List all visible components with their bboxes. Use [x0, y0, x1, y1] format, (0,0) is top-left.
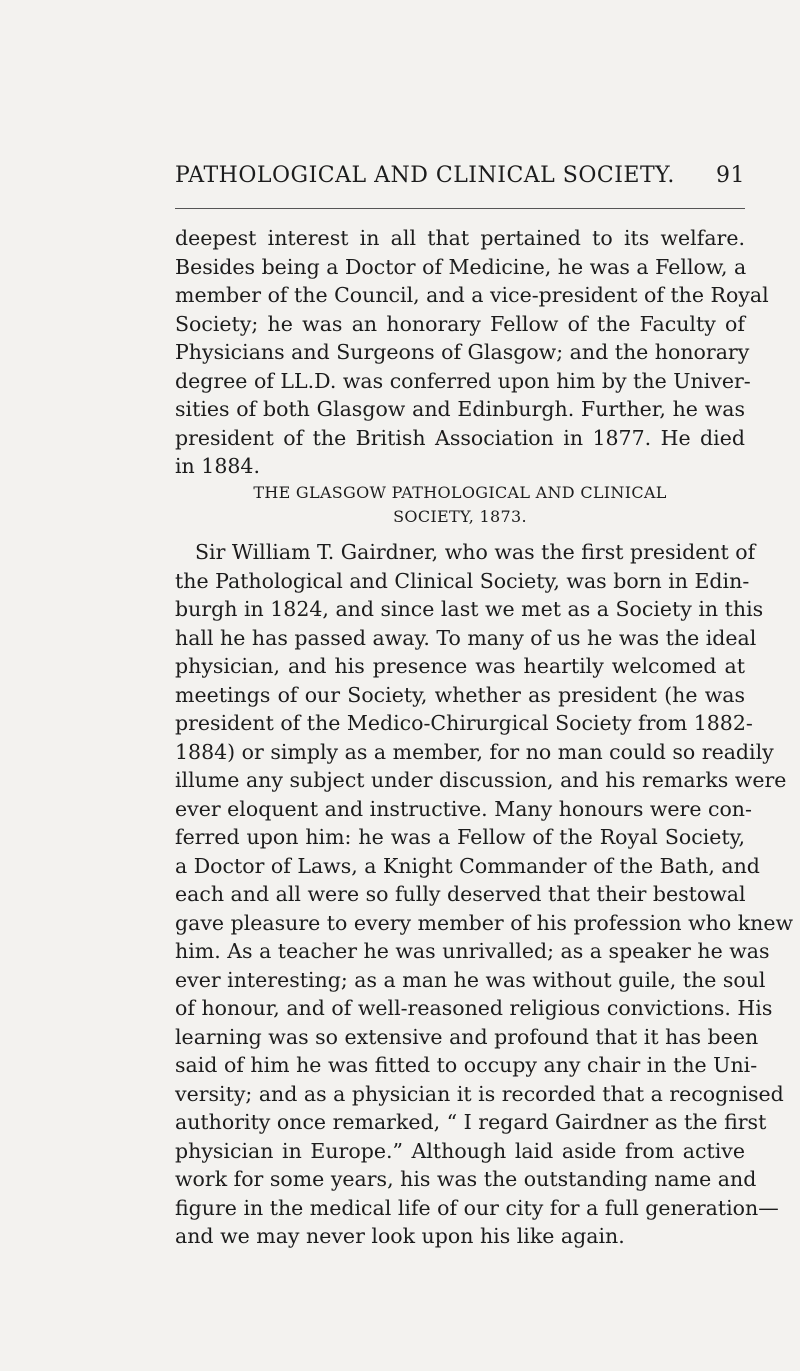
text-line: of honour, and of well-reasoned religious convictions. His: [175, 996, 773, 1020]
page-number: 91: [716, 163, 745, 188]
text-line: deepest interest in all that pertained to its welfare.: [175, 226, 745, 250]
text-line: member of the Council, and a vice-president of the Royal: [175, 283, 769, 307]
text-line: Sir William T. Gairdner, who was the first president of: [195, 540, 756, 564]
text-line: versity; and as a physician it is recorded that a recognised: [175, 1081, 784, 1106]
text-line: a Doctor of Laws, a Knight Commander of the Bath, and: [175, 853, 760, 878]
text-line: president of the Medico-Chirurgical Society from 1882-: [175, 711, 753, 735]
text-line: ever interesting; as a man he was without guile, the soul: [175, 967, 766, 992]
text-line: meetings of our Society, whether as president (he was: [175, 682, 745, 707]
running-head-title: PATHOLOGICAL AND CLINICAL SOCIETY.: [175, 163, 675, 188]
text-line: gave pleasure to every member of his profession who knew: [175, 910, 793, 935]
text-line: learning was so extensive and profound that it has been: [175, 1024, 759, 1049]
text-line: burgh in 1824, and since last we met as a Society in this: [175, 597, 764, 621]
text-line: said of him he was fitted to occupy any chair in the Uni-: [175, 1053, 758, 1077]
text-line: and we may never look upon his like again.: [175, 1224, 625, 1248]
text-line: him. As a teacher he was unrivalled; as a speaker he was: [175, 939, 770, 963]
text-line: the Pathological and Clinical Society, was born in Edin-: [175, 568, 750, 593]
text-line: hall he has passed away. To many of us he was the ideal: [175, 625, 757, 650]
text-line: physician, and his presence was heartily welcomed at: [175, 654, 745, 678]
text-line: in 1884.: [175, 454, 260, 478]
text-line: physician in Europe.” Although laid aside from active: [175, 1138, 745, 1163]
section-heading: THE GLASGOW PATHOLOGICAL AND CLINICAL: [253, 483, 667, 502]
text-line: president of the British Association in 1877. He died: [175, 425, 745, 450]
text-line: ever eloquent and instructive. Many honours were con-: [175, 796, 752, 821]
header-rule: [175, 208, 745, 209]
text-line: Society; he was an honorary Fellow of the Faculty of: [175, 311, 745, 336]
text-line: Physicians and Surgeons of Glasgow; and the honorary: [175, 340, 750, 364]
text-line: 1884) or simply as a member, for no man could so readily: [175, 739, 774, 764]
section-heading-subtitle: SOCIETY, 1873.: [393, 507, 527, 526]
text-line: work for some years, his was the outstanding name and: [175, 1167, 757, 1191]
text-line: Besides being a Doctor of Medicine, he was a Fellow, a: [175, 254, 747, 279]
text-line: illume any subject under discussion, and his remarks were: [175, 768, 787, 792]
text-line: authority once remarked, “ I regard Gairdner as the first: [175, 1110, 767, 1134]
paragraph-continued: [175, 224, 769, 481]
text-line: degree of LL.D. was conferred upon him by the Univer-: [175, 368, 751, 393]
paragraph-gairdner: [175, 538, 793, 1251]
text-line: ferred upon him: he was a Fellow of the Royal Society,: [175, 825, 745, 849]
text-line: figure in the medical life of our city for a full generation—: [175, 1195, 779, 1220]
text-line: each and all were so fully deserved that their bestowal: [175, 882, 746, 906]
text-line: sities of both Glasgow and Edinburgh. Further, he was: [175, 397, 745, 421]
